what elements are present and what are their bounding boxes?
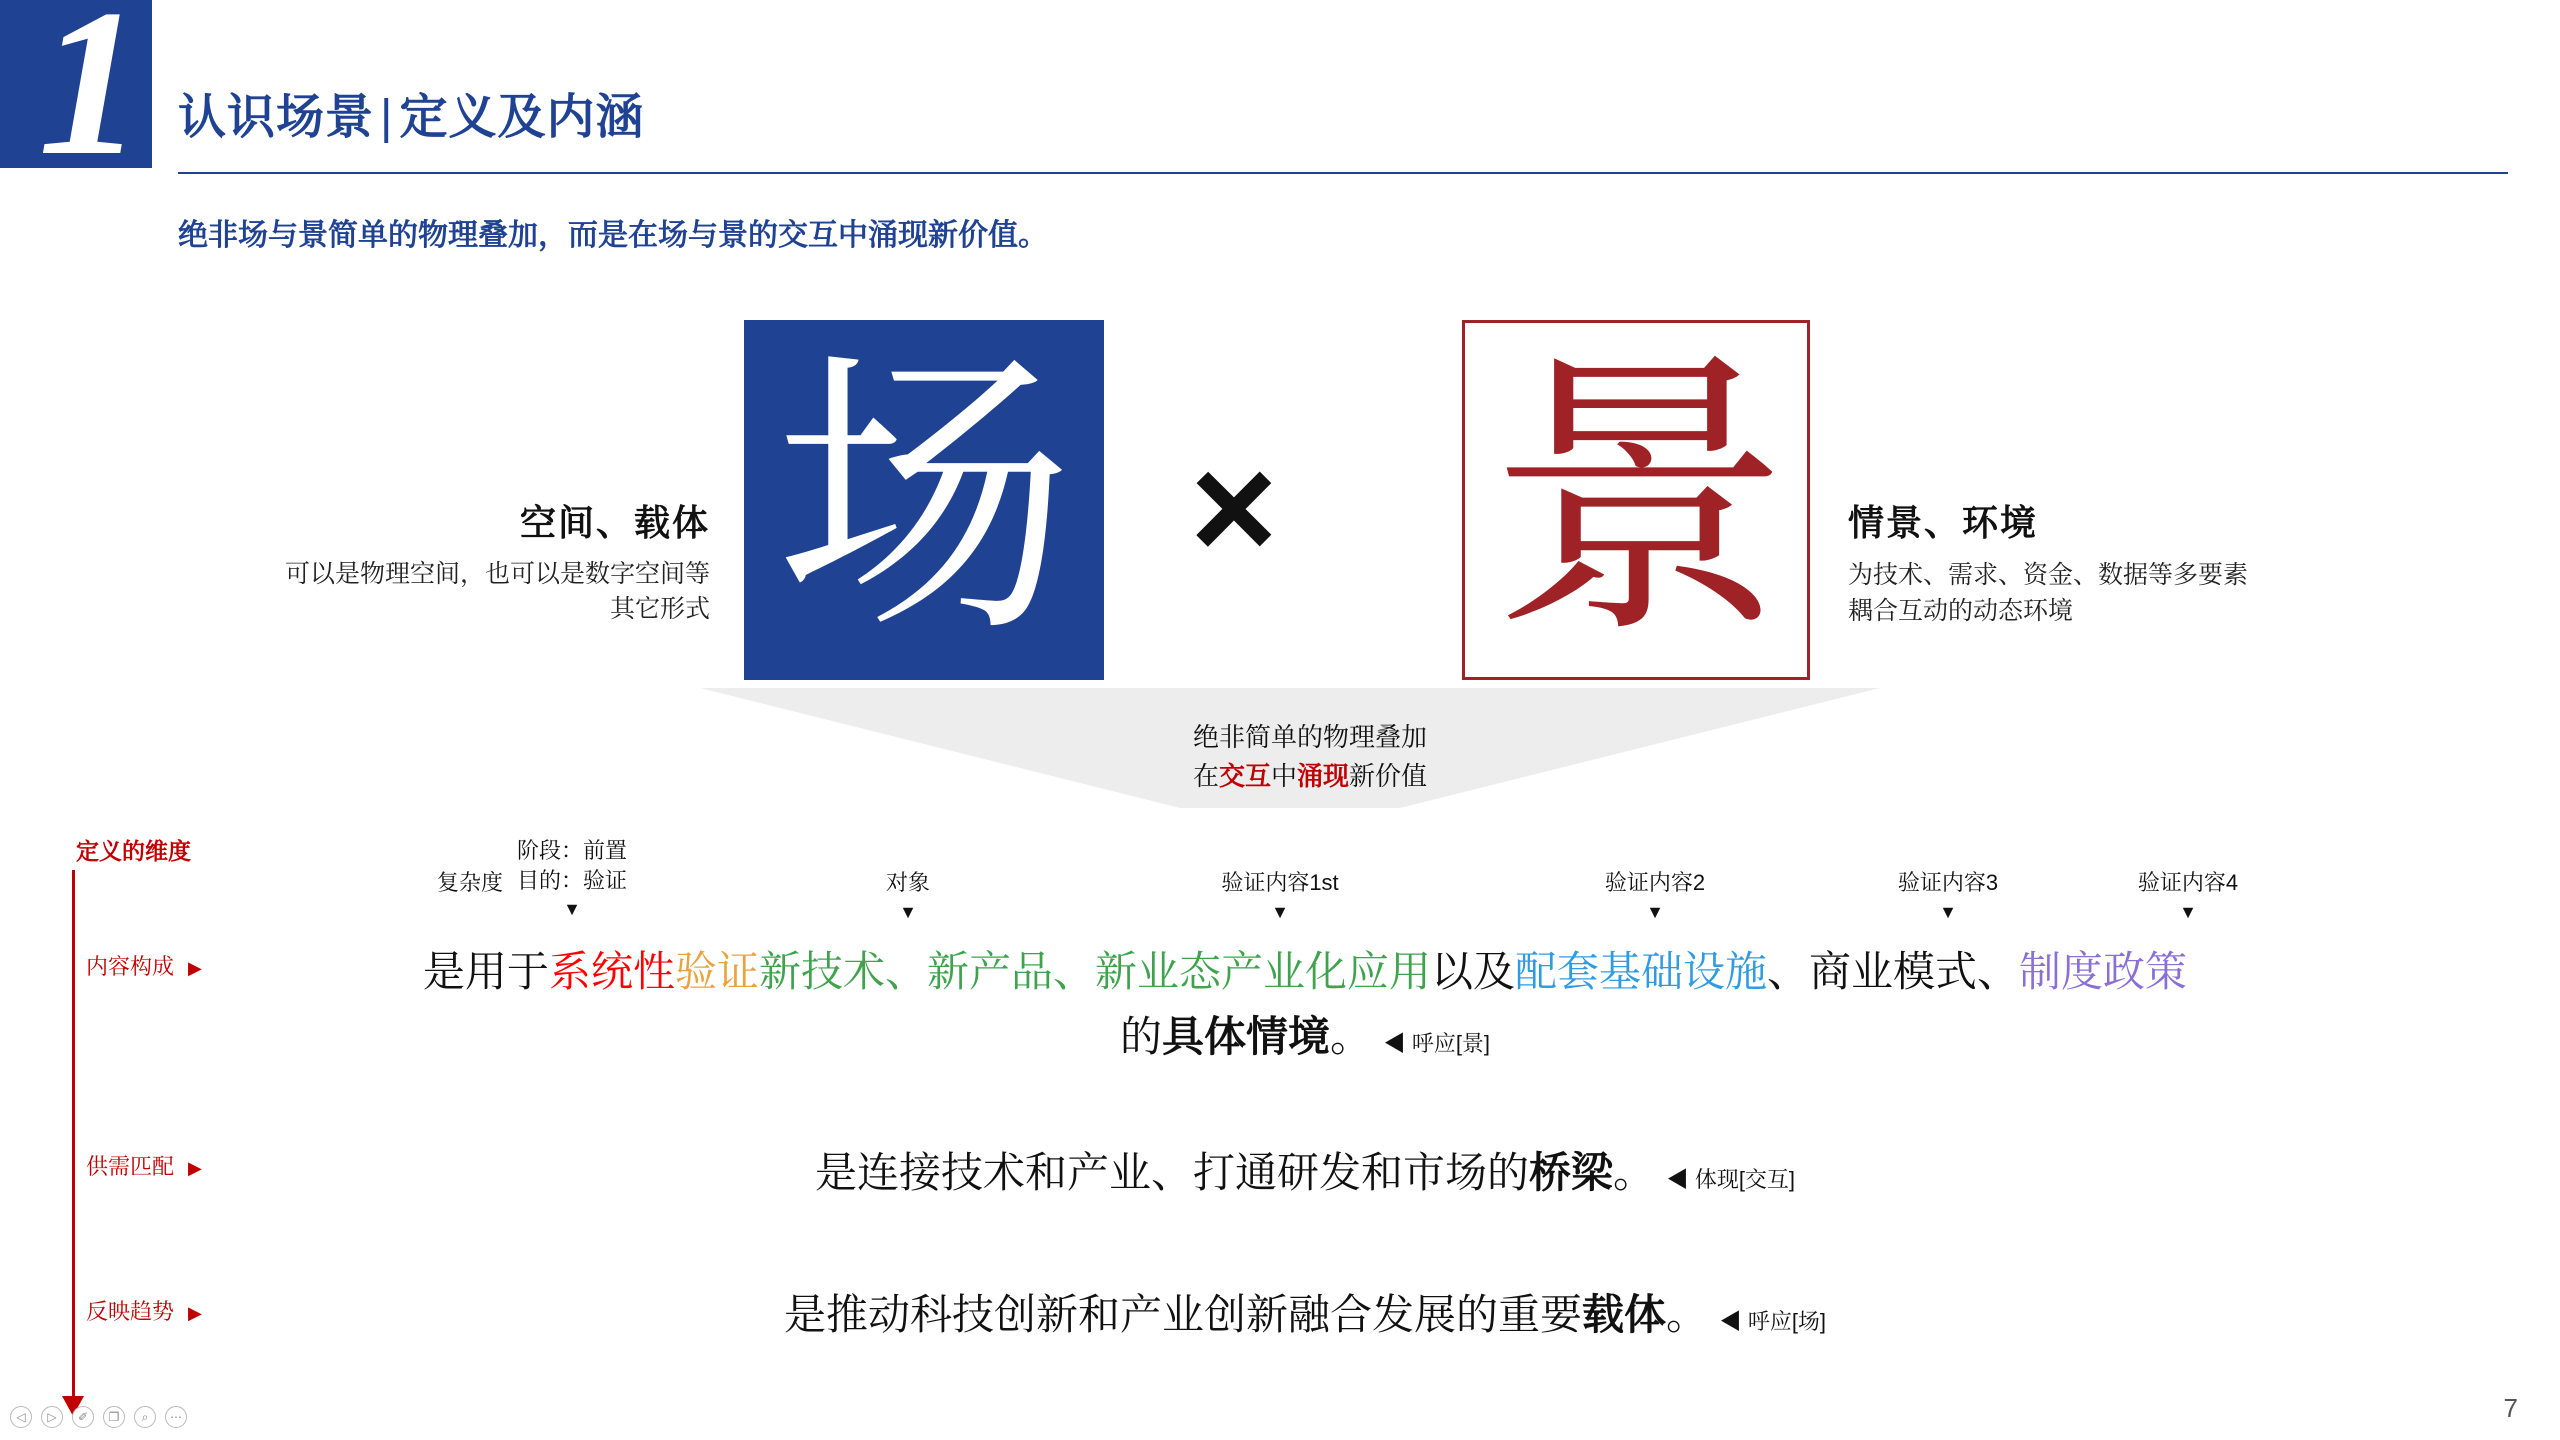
triangle-left-icon: ◀ bbox=[1719, 1309, 1742, 1334]
left-label bbox=[280, 500, 710, 627]
content-line-1 bbox=[260, 940, 2350, 1003]
line1-seg3: 验证 bbox=[674, 948, 759, 995]
line1-seg8: 、商业模式、 bbox=[1767, 948, 2020, 995]
funnel-caption-line1: 绝非简单的物理叠加 bbox=[1192, 722, 1427, 752]
dimension-item-content bbox=[86, 950, 202, 981]
triangle-down-icon: ▼ bbox=[899, 901, 917, 922]
left-label-title: 空间、载体 bbox=[519, 502, 710, 543]
multiply-icon: × bbox=[1190, 423, 1278, 591]
jing-box bbox=[1462, 320, 1810, 680]
content-line-3 bbox=[260, 1282, 2350, 1342]
line1-seg6: 以及 bbox=[1431, 948, 1516, 995]
callout-stage-purpose bbox=[462, 836, 682, 922]
line3-post: 。 bbox=[1665, 1291, 1708, 1338]
line1-seg1: 是用于 bbox=[422, 948, 549, 995]
right-label-title: 情景、环境 bbox=[1848, 502, 2039, 543]
right-label bbox=[1848, 500, 2408, 629]
line3-note bbox=[1720, 1309, 1826, 1334]
top-notch bbox=[1190, 0, 1580, 8]
triangle-down-icon: ▼ bbox=[563, 899, 581, 920]
triangle-down-icon: ▼ bbox=[1939, 901, 1957, 922]
right-label-desc bbox=[1848, 557, 2408, 630]
callout-verify-4 bbox=[2068, 868, 2308, 924]
funnel-caption-line2 bbox=[1080, 757, 1540, 796]
triangle-right-icon: ▶ bbox=[188, 1158, 202, 1178]
dimension-title: 定义的维度 bbox=[76, 838, 191, 864]
funnel-caption-pre: 在 bbox=[1192, 761, 1219, 791]
callout-verify-2-line1: 验证内容2 bbox=[1604, 870, 1706, 895]
line3-note-text: 呼应[场] bbox=[1747, 1309, 1827, 1334]
right-label-desc-line1: 为技术、需求、资金、数据等多要素 bbox=[1848, 560, 2249, 589]
line3-pre: 是推动科技创新和产业创新融合发展的重要 bbox=[783, 1291, 1582, 1338]
page-title-separator: | bbox=[380, 91, 394, 144]
page-title bbox=[178, 78, 645, 147]
triangle-down-icon: ▼ bbox=[2179, 901, 2197, 922]
right-label-desc-line2: 耦合互动的动态环境 bbox=[1848, 597, 2074, 626]
line1-note-text: 呼应[景] bbox=[1411, 1031, 1491, 1056]
line2-note bbox=[1667, 1167, 1795, 1192]
funnel-caption-post: 新价值 bbox=[1349, 761, 1428, 791]
dimension-item-content-label: 内容构成 bbox=[86, 954, 175, 979]
funnel-caption bbox=[1080, 718, 1540, 796]
funnel-caption-mid: 中 bbox=[1270, 761, 1297, 791]
line1b-post: 。 bbox=[1329, 1013, 1372, 1060]
line2-note-text: 体现[交互] bbox=[1694, 1167, 1796, 1192]
callout-verify-4-line1: 验证内容4 bbox=[2137, 870, 2239, 895]
triangle-down-icon: ▼ bbox=[1646, 901, 1664, 922]
callout-verify-3 bbox=[1828, 868, 2068, 924]
dimension-axis bbox=[72, 870, 75, 1400]
callout-verify-2 bbox=[1530, 868, 1780, 924]
page-title-sub: 定义及内涵 bbox=[399, 91, 645, 144]
triangle-left-icon: ◀ bbox=[1666, 1167, 1689, 1192]
viewer-toolbar[interactable] bbox=[10, 1406, 187, 1428]
line1b-pre: 的 bbox=[1119, 1013, 1162, 1060]
line2-pre: 是连接技术和产业、打通研发和市场的 bbox=[814, 1149, 1529, 1196]
page-number: 7 bbox=[2503, 1393, 2518, 1423]
triangle-right-icon: ▶ bbox=[188, 958, 202, 978]
line3-bold: 载体 bbox=[1581, 1291, 1666, 1338]
line1-seg9: 制度政策 bbox=[2019, 948, 2188, 995]
line1-note bbox=[1384, 1031, 1490, 1056]
callout-object bbox=[818, 868, 998, 924]
line1-seg7: 配套基础设施 bbox=[1515, 948, 1768, 995]
left-label-desc: 可以是物理空间，也可以是数字空间等其它形式 bbox=[284, 559, 710, 623]
callout-stage-line1: 阶段：前置 bbox=[516, 838, 627, 863]
triangle-right-icon: ▶ bbox=[188, 1303, 202, 1323]
content-line-2 bbox=[260, 1140, 2350, 1200]
dimension-item-trend bbox=[86, 1295, 202, 1326]
header-subtitle: 绝非场与景简单的物理叠加，而是在场与景的交互中涌现新价值。 bbox=[178, 219, 1048, 252]
line1-seg2: 系统性 bbox=[548, 948, 675, 995]
line2-post: 。 bbox=[1612, 1149, 1655, 1196]
next-icon[interactable]: ▷ bbox=[41, 1406, 63, 1428]
content-line-1-cont bbox=[260, 1005, 2350, 1068]
callout-verify-1-line1: 验证内容1st bbox=[1221, 870, 1339, 895]
header-divider bbox=[178, 172, 2508, 174]
chang-box bbox=[744, 320, 1104, 680]
callout-object-line1: 对象 bbox=[885, 870, 930, 895]
line1-seg5: 产业化应用 bbox=[1220, 948, 1431, 995]
dimension-item-supply-demand-label: 供需匹配 bbox=[86, 1154, 175, 1179]
triangle-down-icon: ▼ bbox=[1271, 901, 1289, 922]
funnel-caption-hl2: 涌现 bbox=[1297, 761, 1350, 791]
dimension-item-supply-demand bbox=[86, 1150, 202, 1181]
callout-verify-1 bbox=[1150, 868, 1410, 924]
line2-bold: 桥梁 bbox=[1528, 1149, 1613, 1196]
funnel-caption-hl1: 交互 bbox=[1218, 761, 1271, 791]
header-number-block bbox=[0, 0, 152, 199]
chang-glyph: 场 bbox=[774, 330, 1074, 666]
dimension-item-trend-label: 反映趋势 bbox=[86, 1299, 175, 1324]
line1-seg4: 新技术、新产品、新业态 bbox=[758, 948, 1221, 995]
header-number: 1 bbox=[38, 0, 139, 199]
more-icon[interactable]: ⋯ bbox=[165, 1406, 187, 1428]
callout-stage-line2: 目的：验证 bbox=[516, 867, 627, 893]
jing-glyph: 景 bbox=[1489, 331, 1789, 667]
callout-complexity-line1: 复杂度 bbox=[436, 870, 503, 895]
zoom-icon[interactable]: ⌕ bbox=[134, 1406, 156, 1428]
pen-icon[interactable]: ✐ bbox=[72, 1406, 94, 1428]
copy-icon[interactable]: ❐ bbox=[103, 1406, 125, 1428]
line1b-bold: 具体情境 bbox=[1161, 1013, 1330, 1060]
previous-icon[interactable]: ◁ bbox=[10, 1406, 32, 1428]
triangle-left-icon: ◀ bbox=[1383, 1031, 1406, 1056]
callout-verify-3-line1: 验证内容3 bbox=[1897, 870, 1999, 895]
page-title-main: 认识场景 bbox=[178, 91, 375, 144]
